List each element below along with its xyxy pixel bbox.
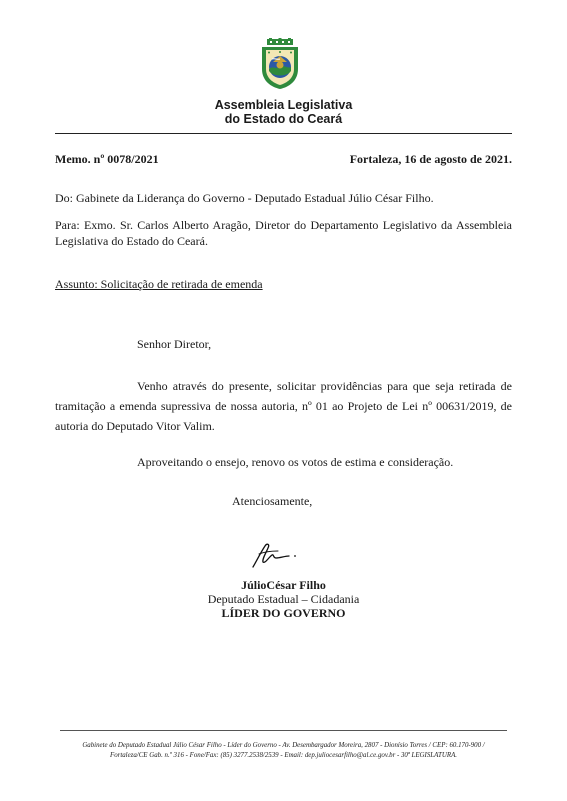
header-divider [55,133,512,134]
subject-line: Assunto: Solicitação de retirada de emenda [55,277,263,291]
closing-paragraph: Aproveitando o ensejo, renovo os votos de estima e consideração. [137,455,454,469]
org-name-line1: Assembleia Legislativa [214,98,353,112]
signer-role: Deputado Estadual – Cidadania [207,592,360,606]
signer-title: LÍDER DO GOVERNO [221,606,346,620]
handwritten-signature [245,540,315,570]
org-name-line2: do Estado do Ceará [224,112,343,126]
to-line: Para: Exmo. Sr. Carlos Alberto Aragão, Diretor do Departamento Legislativo da Assembleia Legislativa do Estado do Ceará. [55,218,512,248]
footer-divider [60,730,507,731]
footer-line1: Gabinete do Deputado Estadual Júlio César Filho - Líder do Governo - Av. Desembargador Moreira, 2807 - Dionísio Torres / CEP: 60.170-900 / [82,742,485,749]
sign-off: Atenciosamente, [232,494,313,508]
memo-date: Fortaleza, 16 de agosto de 2021. [349,152,512,166]
body-paragraph: Venho através do presente, solicitar providências para que seja retirada de tramitação a emenda supressiva de nossa autoria, nº 01 ao Projeto de Lei nº 00631/2019, de autoria do Deputado Vitor Valim. [55,379,512,433]
state-coat-of-arms-icon [258,38,302,90]
memo-number: Memo. nº 0078/2021 [55,152,159,166]
footer-line2: Fortaleza/CE Gab. n.º 316 - Fone/Fax: (85) 3277.2538/2539 - Email: dep.juliocesarfilho@al.ce.gov.br - 30ª LEGISLATURA. [109,751,457,759]
from-line: Do: Gabinete da Liderança do Governo - Deputado Estadual Júlio César Filho. [55,191,434,205]
signer-name: JúlioCésar Filho [241,578,326,592]
footer-address [48,741,519,760]
salutation: Senhor Diretor, [137,337,212,351]
